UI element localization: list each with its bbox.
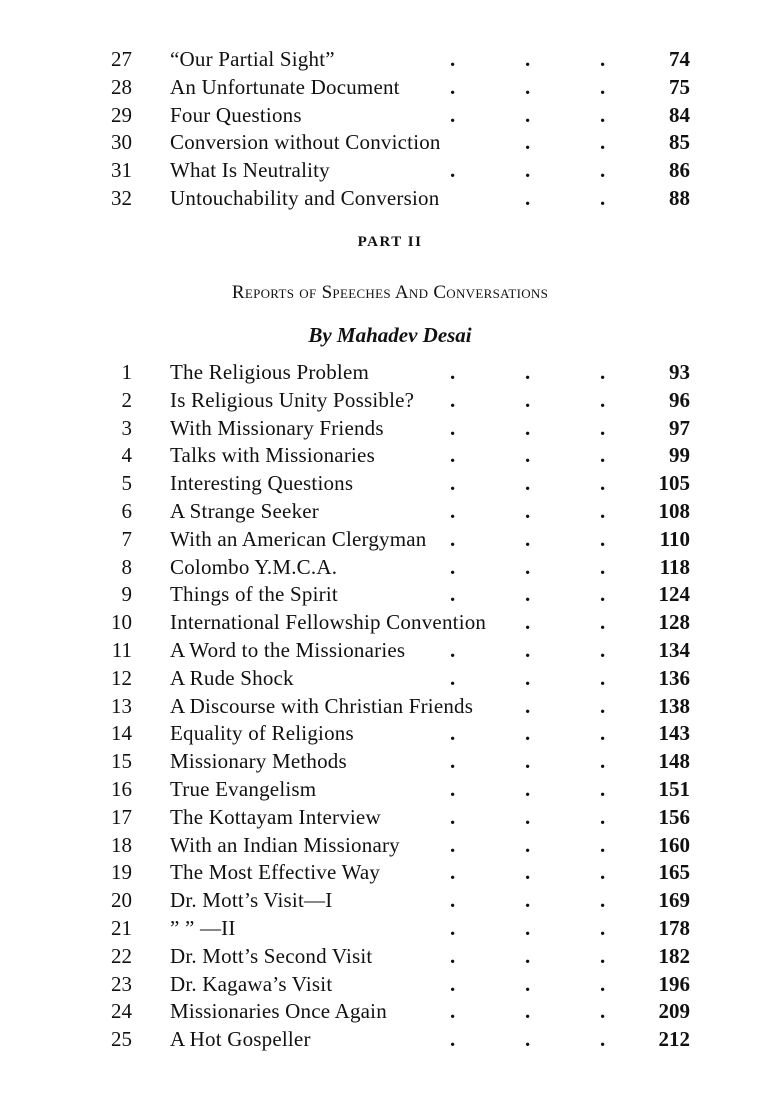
entry-page: 165 — [658, 860, 690, 885]
toc-row: 5 Interesting Questions . . . 105 — [0, 470, 780, 498]
toc-row: 15 Missionary Methods . . . 148 — [0, 748, 780, 776]
toc-row: 3 With Missionary Friends . . . 97 — [0, 415, 780, 443]
entry-title: With an American Clergyman — [170, 526, 427, 551]
entry-number: 21 — [111, 915, 132, 940]
entry-title: The Most Effective Way — [170, 860, 381, 885]
toc-row: 32 Untouchability and Conversion . . 88 — [0, 185, 780, 213]
toc-row: 20 Dr. Mott’s Visit—I . . . 169 — [0, 887, 780, 915]
toc-row: 1 The Religious Problem . . . 93 — [0, 359, 780, 387]
toc-part-two — [0, 359, 780, 1054]
entry-title: An Unfortunate Document — [170, 74, 400, 99]
toc-row: 21 ” ” —II . . . 178 — [0, 915, 780, 943]
toc-row: 25 A Hot Gospeller . . . 212 — [0, 1026, 780, 1054]
toc-row: 12 A Rude Shock . . . 136 — [0, 665, 780, 693]
section-subtitle: Reports of Speeches And Conversations — [231, 282, 549, 303]
entry-title: The Religious Problem — [170, 360, 370, 384]
toc-row: 10 International Fellowship Convention . . 128 — [0, 609, 780, 637]
entry-number: 28 — [111, 74, 132, 99]
part-heading: PART II — [357, 234, 423, 250]
entry-page: 134 — [658, 637, 690, 662]
entry-number: 13 — [111, 693, 132, 718]
toc-row: 28 An Unfortunate Document . . . 75 — [0, 74, 780, 102]
entry-number: 16 — [111, 776, 132, 801]
entry-page: 124 — [658, 582, 690, 607]
entry-title: With Missionary Friends — [170, 415, 384, 440]
toc-part-one — [0, 46, 780, 213]
toc-row: 30 Conversion without Conviction . . 85 — [0, 129, 780, 157]
entry-number: 15 — [111, 749, 132, 774]
entry-title: Equality of Religions — [170, 721, 354, 746]
entry-page: 75 — [669, 74, 690, 99]
entry-title: Colombo Y.M.C.A. — [170, 554, 338, 579]
entry-page: 196 — [658, 971, 690, 996]
entry-number: 4 — [121, 443, 132, 468]
entry-number: 24 — [111, 999, 132, 1024]
entry-page: 136 — [658, 665, 690, 690]
byline: By Mahadev Desai — [308, 323, 472, 347]
entry-title: The Kottayam Interview — [170, 804, 381, 829]
entry-number: 11 — [111, 637, 132, 662]
entry-number: 19 — [111, 860, 132, 885]
entry-number: 25 — [111, 1027, 132, 1052]
toc-row: 31 What Is Neutrality . . . 86 — [0, 157, 780, 185]
entry-title: A Rude Shock — [170, 665, 294, 690]
entry-page: 148 — [658, 749, 690, 774]
entry-page: 110 — [659, 526, 690, 551]
entry-number: 17 — [111, 804, 132, 829]
entry-number: 5 — [121, 471, 132, 496]
entry-title: Untouchability and Conversion — [170, 185, 440, 210]
entry-page: 84 — [669, 102, 690, 127]
toc-row: 17 The Kottayam Interview . . . 156 — [0, 804, 780, 832]
entry-title: Dr. Mott’s Visit—I — [170, 888, 333, 913]
entry-title: A Hot Gospeller — [170, 1027, 311, 1052]
entry-title: Things of the Spirit — [170, 582, 338, 607]
toc-row: 16 True Evangelism . . . 151 — [0, 776, 780, 804]
entry-page: 74 — [669, 47, 690, 71]
toc-row: 6 A Strange Seeker . . . 108 — [0, 498, 780, 526]
toc-row: 8 Colombo Y.M.C.A. . . . 118 — [0, 554, 780, 582]
toc-row: 2 Is Religious Unity Possible? . . . 96 — [0, 387, 780, 415]
entry-number: 22 — [111, 943, 132, 968]
entry-number: 12 — [111, 665, 132, 690]
entry-title: Missionaries Once Again — [170, 999, 387, 1024]
entry-title: True Evangelism — [170, 776, 317, 801]
entry-title: A Word to the Missionaries — [170, 637, 406, 662]
entry-number: 31 — [111, 158, 132, 183]
entry-title: Is Religious Unity Possible? — [170, 387, 415, 412]
entry-title: Missionary Methods — [170, 749, 347, 774]
toc-row: 22 Dr. Mott’s Second Visit . . . 182 — [0, 943, 780, 971]
entry-title: With an Indian Missionary — [170, 832, 400, 857]
toc-row: 11 A Word to the Missionaries . . . 134 — [0, 637, 780, 665]
entry-title: Four Questions — [170, 102, 302, 127]
toc-row: 14 Equality of Religions . . . 143 — [0, 720, 780, 748]
entry-number: 32 — [111, 185, 132, 210]
entry-number: 2 — [121, 387, 132, 412]
entry-title: Talks with Missionaries — [170, 443, 375, 468]
entry-page: 128 — [658, 610, 690, 635]
entry-page: 99 — [669, 443, 690, 468]
entry-number: 6 — [121, 498, 132, 523]
entry-title: ” ” —II — [170, 915, 236, 940]
entry-title: What Is Neutrality — [170, 158, 330, 183]
toc-row: 4 Talks with Missionaries . . . 99 — [0, 442, 780, 470]
entry-title: Conversion without Conviction — [170, 130, 441, 155]
entry-page: 169 — [658, 888, 690, 913]
entry-title: A Discourse with Christian Friends — [170, 693, 474, 718]
entry-page: 209 — [658, 999, 690, 1024]
entry-page: 96 — [669, 387, 690, 412]
entry-page: 86 — [669, 158, 690, 183]
entry-title: “Our Partial Sight” — [170, 47, 335, 71]
entry-title: Dr. Kagawa’s Visit — [170, 971, 333, 996]
entry-page: 151 — [658, 776, 690, 801]
entry-number: 18 — [111, 832, 132, 857]
entry-title: Dr. Mott’s Second Visit — [170, 943, 373, 968]
entry-number: 9 — [121, 582, 132, 607]
toc-row: 7 With an American Clergyman . . . 110 — [0, 526, 780, 554]
entry-page: 97 — [669, 415, 690, 440]
entry-title: International Fellowship Convention — [170, 610, 487, 635]
entry-number: 23 — [111, 971, 132, 996]
entry-number: 30 — [111, 130, 132, 155]
entry-page: 138 — [658, 693, 690, 718]
toc-row: 24 Missionaries Once Again . . . 209 — [0, 998, 780, 1026]
entry-page: 143 — [658, 721, 690, 746]
entry-number: 14 — [111, 721, 132, 746]
entry-number: 7 — [121, 526, 132, 551]
entry-page: 212 — [658, 1027, 690, 1052]
toc-row: 18 With an Indian Missionary . . . 160 — [0, 832, 780, 860]
entry-page: 160 — [658, 832, 690, 857]
entry-number: 3 — [121, 415, 132, 440]
entry-number: 1 — [121, 360, 132, 384]
entry-page: 178 — [658, 915, 690, 940]
entry-number: 8 — [121, 554, 132, 579]
toc-row: 27 “Our Partial Sight” . . . 74 — [0, 46, 780, 74]
toc-row: 19 The Most Effective Way . . . 165 — [0, 859, 780, 887]
entry-number: 10 — [111, 610, 132, 635]
toc-row: 9 Things of the Spirit . . . 124 — [0, 581, 780, 609]
entry-page: 118 — [659, 554, 690, 579]
entry-number: 29 — [111, 102, 132, 127]
entry-page: 182 — [658, 943, 690, 968]
entry-page: 93 — [669, 360, 690, 384]
entry-page: 108 — [658, 498, 690, 523]
entry-page: 156 — [658, 804, 690, 829]
entry-number: 27 — [111, 47, 132, 71]
entry-page: 85 — [669, 130, 690, 155]
entry-number: 20 — [111, 888, 132, 913]
entry-page: 88 — [669, 185, 690, 210]
entry-page: 105 — [658, 471, 690, 496]
entry-title: Interesting Questions — [170, 471, 354, 496]
toc-row: 23 Dr. Kagawa’s Visit . . . 196 — [0, 971, 780, 999]
entry-title: A Strange Seeker — [170, 498, 319, 523]
toc-row: 13 A Discourse with Christian Friends . . 138 — [0, 693, 780, 721]
toc-row: 29 Four Questions . . . 84 — [0, 102, 780, 130]
